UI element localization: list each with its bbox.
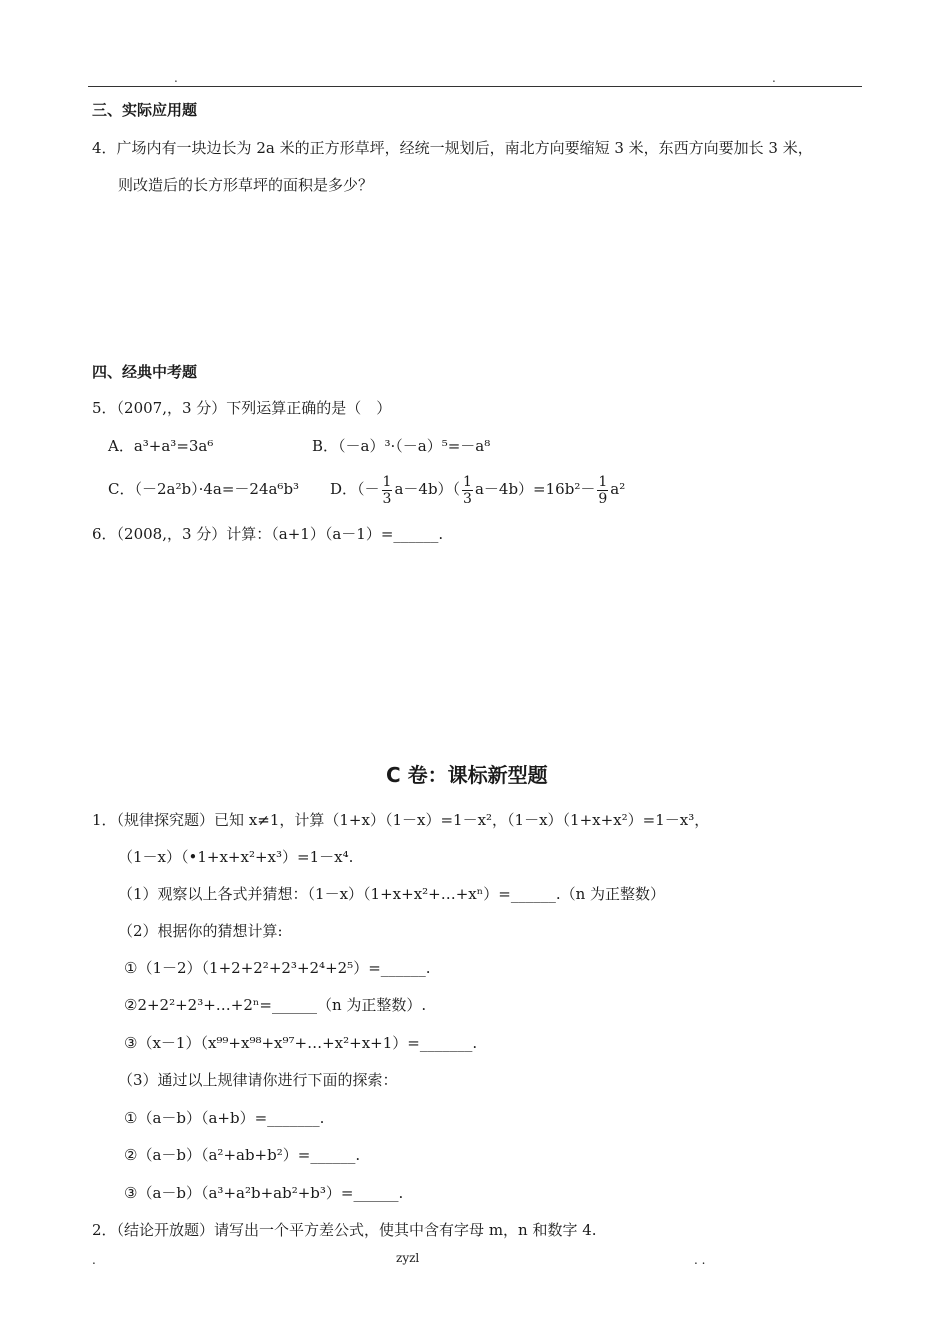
fraction-denominator: 3 — [382, 490, 392, 507]
section-heading-practical: 三、实际应用题 — [92, 101, 198, 119]
header-dot-right: . — [772, 71, 776, 85]
fraction-numerator: 1 — [598, 473, 608, 490]
fraction-denominator: 3 — [463, 490, 472, 507]
header-dot-left: . — [174, 71, 178, 85]
c-question-1-part-2: （2）根据你的猜想计算: — [118, 922, 283, 940]
fraction-denominator: 9 — [598, 490, 608, 507]
question-5-option-c: C．（－2a²b）·4a=－24a⁶b³ — [108, 480, 300, 498]
c-question-1-part-3-ii: ②（a－b）（a²+ab+b²）=______. — [124, 1146, 361, 1164]
section-heading-exam: 四、经典中考题 — [92, 363, 198, 381]
option-d-mid-1: a－4b）（ — [394, 480, 461, 498]
c-question-2: 2．（结论开放题）请写出一个平方差公式，使其中含有字母 m，n 和数字 4. — [92, 1221, 597, 1239]
c-question-1-part-2-ii: ②2+2²+2³+…+2ⁿ=______（n 为正整数）. — [124, 996, 427, 1014]
question-6: 6．（2008,，3 分）计算：（a+1）（a－1）=______. — [92, 525, 444, 543]
question-5-option-d — [330, 466, 625, 512]
c-question-1-line-1: 1．（规律探究题）已知 x≠1，计算（1+x）（1－x）=1－x²，（1－x）（1+x+x²）=1－x³， — [92, 811, 710, 829]
c-question-1-part-2-iii: ③（x－1）（x⁹⁹+x⁹⁸+x⁹⁷+…+x²+x+1）=_______. — [124, 1034, 478, 1052]
c-question-1-part-3: （3）通过以上规律请你进行下面的探索： — [118, 1071, 398, 1089]
fraction-one-ninth — [597, 474, 608, 507]
c-question-1-part-1: （1）观察以上各式并猜想：（1－x）（1+x+x²+…+xⁿ）=______.（n 为正整数） — [118, 885, 666, 903]
footer-dot-left: . — [92, 1253, 96, 1267]
fraction-one-third-a — [382, 474, 393, 507]
fraction-numerator: 1 — [382, 473, 392, 490]
c-question-1-part-2-i: ①（1－2）（1+2+2²+2³+2⁴+2⁵）=______. — [124, 959, 431, 977]
header-rule — [88, 86, 862, 87]
option-d-suffix: a² — [610, 480, 626, 498]
c-question-1-line-2: （1－x）（•1+x+x²+x³）=1－x⁴. — [118, 848, 354, 866]
footer-dots-right: . . — [694, 1253, 706, 1267]
question-5-stem: 5．（2007,，3 分）下列运算正确的是（ ） — [92, 399, 392, 417]
fraction-one-third-b — [462, 474, 473, 507]
question-5-option-b: B．（－a）³·（－a）⁵=－a⁸ — [312, 437, 491, 455]
footer-label: zyzl — [396, 1251, 420, 1265]
c-question-1-part-3-iii: ③（a－b）（a³+a²b+ab²+b³）=______. — [124, 1184, 404, 1202]
fraction-numerator: 1 — [463, 473, 472, 490]
option-d-mid-2: a－4b）=16b²－ — [474, 480, 596, 498]
c-question-1-part-3-i: ①（a－b）（a+b）=_______. — [124, 1109, 325, 1127]
option-d-prefix: D．（－ — [330, 480, 380, 498]
question-5-option-a: A．a³+a³=3a⁶ — [108, 437, 214, 455]
question-4-line-1: 4．广场内有一块边长为 2a 米的正方形草坪，经统一规划后，南北方向要缩短 3 米，东西方向要加长 3 米， — [92, 139, 813, 157]
question-4-line-2: 则改造后的长方形草坪的面积是多少？ — [118, 176, 374, 194]
section-c-title: C 卷：课标新型题 — [386, 763, 548, 787]
